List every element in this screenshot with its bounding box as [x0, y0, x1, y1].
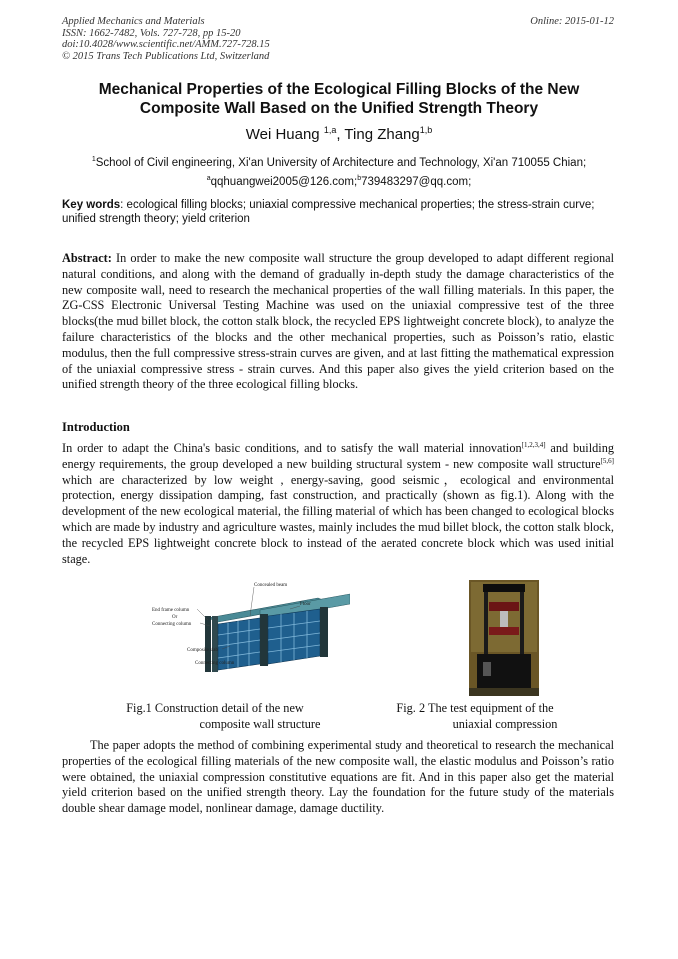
copyright-line: © 2015 Trans Tech Publications Ltd, Switzerland	[62, 50, 270, 62]
email-sup: b	[357, 174, 362, 182]
affiliation	[40, 152, 638, 190]
intro-text: and building energy requirements, the group developed a new building structural system - new composite wall structure	[62, 441, 614, 471]
email-sup: a	[206, 174, 211, 182]
author-affil-sup: 1,b	[419, 125, 433, 135]
author-name: Wei Huang	[245, 126, 324, 143]
label-floor: Floor	[300, 602, 311, 607]
specimen	[500, 611, 508, 627]
body-paragraph: The paper adopts the method of combining experimental study and theoretical to research the mechanical properties of the ecological filling materials of the new composite wall, the elastic modulus and Poisson’s ratio were obtained, the uniaxial compression constitutive equations are fit. And in this paper also get the material yield criterion based on the unified strength theory. Lay the foundation for the future study of the materials double shear damage model, nonlinear damage, damage ductility.	[62, 738, 614, 816]
title-line-1: Mechanical Properties of the Ecological Filling Blocks of the New	[98, 81, 580, 98]
panel-light	[483, 662, 491, 676]
label-or: Or	[172, 615, 178, 620]
author-affil-sup: 1,a	[323, 125, 337, 135]
label-concealed-beam: Concealed beam	[254, 583, 288, 588]
crosshead-top	[483, 584, 525, 592]
caption-line: composite wall structure	[199, 717, 321, 731]
figure-1-wall-diagram	[150, 580, 350, 682]
citation[interactable]: [5,6]	[600, 456, 614, 465]
caption-line: Fig. 2 The test equipment of the	[396, 701, 554, 715]
paper-title	[40, 80, 638, 118]
author-name: Ting Zhang	[344, 126, 420, 143]
keywords-text: : ecological filling blocks; uniaxial compressive mechanical properties; the stress-strain curve; unified strength theory; yield criterion	[62, 199, 595, 225]
journal-header	[62, 16, 270, 62]
intro-text: In order to adapt the China's basic conditions, and to satisfy the wall material innovation	[62, 441, 522, 455]
affil-sup: 1	[91, 156, 96, 163]
caption-line: uniaxial compression	[452, 717, 558, 731]
keywords	[62, 198, 614, 226]
online-date: Online: 2015-01-12	[530, 16, 614, 27]
citation[interactable]: [1,2,3,4]	[521, 440, 546, 449]
abstract-label: Abstract:	[62, 251, 112, 265]
figure-1-caption	[100, 700, 330, 732]
journal-name: Applied Mechanics and Materials	[62, 16, 205, 27]
figure-2-testing-machine-photo	[469, 580, 539, 696]
affiliation-line	[40, 152, 638, 171]
caption-line: Fig.1 Construction detail of the new	[126, 701, 304, 715]
crosshead-red	[489, 602, 519, 611]
end-column-right	[320, 607, 328, 657]
doi-line[interactable]: doi:10.4028/www.scientific.net/AMM.727-728.15	[62, 39, 270, 50]
keywords-label: Key words	[62, 199, 121, 211]
label-connecting-column: Connecting column	[152, 622, 192, 627]
label-end-frame: End frame column	[152, 608, 190, 613]
abstract	[62, 251, 614, 393]
introduction-heading: Introduction	[62, 420, 130, 434]
intro-text: which are characterized by low weight , energy-saving, good seismic，ecological and environmental protection, energy dissipation damping, fast construction, and practically (shown as fig.1). Along with the development of the new ecological material, the filling material of which has been changed to ecological blocks which are made by industry and agriculture wastes, mainly includes the mud billet block, the cotton stalk block, the recycled EPS lightweight concrete block to instead of the aerated concrete block which was used initial stage.	[62, 472, 614, 566]
title-line-2: Composite Wall Based on the Unified Strength Theory	[139, 100, 539, 117]
figure-2-caption	[380, 700, 570, 732]
email-line	[40, 171, 638, 190]
author-list	[40, 125, 638, 143]
label-connecting-column-2: Connecting column	[195, 661, 235, 666]
connecting-column-middle	[260, 614, 268, 666]
abstract-text: In order to make the new composite wall structure the group developed to adapt different regional natural conditions, and along with the demand of gradually in-depth study the damage characteristics of the new composite wall, need to research the mechanical properties of the wall filling materials. In this paper, the ZG-CSS Electronic Universal Testing Machine was used on the uniaxial compressive test of the three blocks(the mud billet block, the cotton stalk block, the recycled EPS lightweight concrete block), to analyze the failure characteristics of the blocks and the other mechanical properties, such as Poisson’s ratio, elastic modulus, then the full compressive stress-strain curves are given, and at last fitting the mathematical expression of the uniaxial compressive stress - strain curves. And this paper also gives the yield criterion based on the unified strength theory of the three ecological filling blocks.	[62, 251, 614, 392]
label-composite-slab: Composite slab	[187, 648, 218, 653]
author-separator: ,	[336, 126, 345, 143]
introduction-paragraph	[62, 441, 614, 567]
issn-line: ISSN: 1662-7482, Vols. 727-728, pp 15-20	[62, 27, 241, 39]
affiliation-text: School of Civil engineering, Xi'an University of Architecture and Technology, Xi'an 710055 Chian;	[95, 156, 587, 169]
email-b[interactable]: 739483297@qq.com;	[361, 175, 472, 188]
email-a[interactable]: qqhuangwei2005@126.com;	[210, 175, 358, 188]
